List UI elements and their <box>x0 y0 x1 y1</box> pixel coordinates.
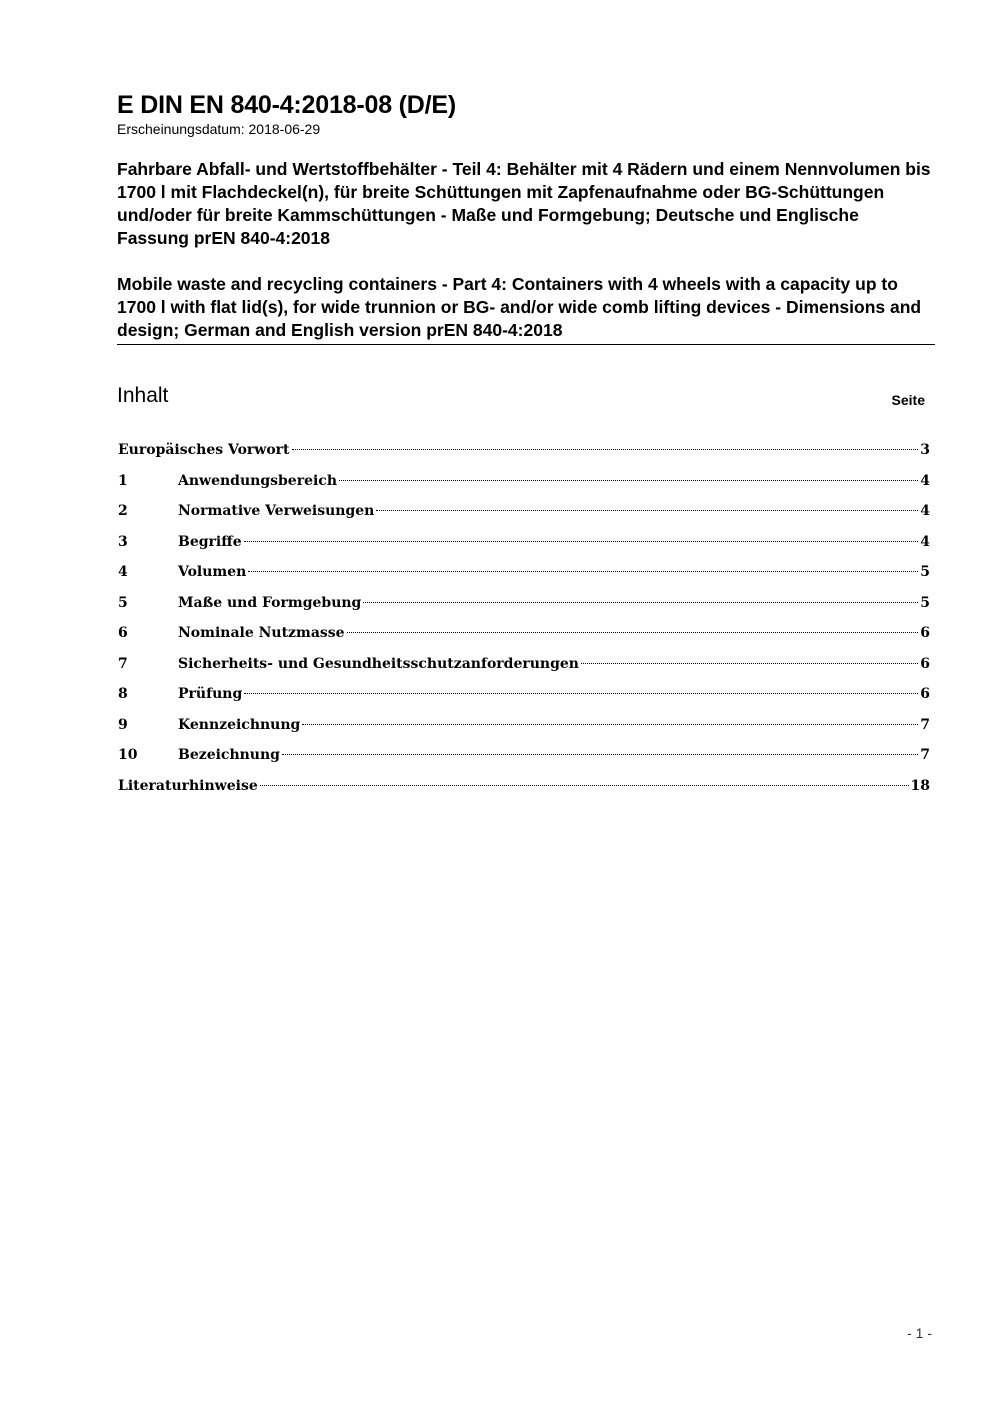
toc-entry-page: 3 <box>920 442 930 458</box>
toc-dot-leader <box>260 785 909 786</box>
toc-entry-number: 4 <box>118 564 128 580</box>
toc-entry-page: 4 <box>920 533 930 550</box>
toc-entry-page: 6 <box>920 625 930 641</box>
toc-entry-page: 7 <box>920 716 930 733</box>
toc-entry-number: 8 <box>118 686 128 702</box>
toc-dot-leader <box>376 510 918 511</box>
toc-entry[interactable] <box>118 470 930 501</box>
toc-entry-number: 3 <box>118 533 128 550</box>
document-header <box>117 90 935 342</box>
toc-entry-title: Nominale Nutzmasse <box>178 625 345 641</box>
toc-dot-leader <box>339 480 918 481</box>
toc-entry[interactable] <box>118 500 930 531</box>
toc-entry-page: 6 <box>920 686 930 702</box>
toc-entry-title: Maße und Formgebung <box>178 594 362 611</box>
toc-entry[interactable] <box>118 531 930 562</box>
toc-entry-title: Begriffe <box>178 533 242 550</box>
toc-entry[interactable] <box>118 744 930 775</box>
toc-entry-page: 4 <box>920 472 930 489</box>
document-title: E DIN EN 840-4:2018-08 (D/E) <box>117 91 456 119</box>
toc-entry-title: Sicherheits- und Gesundheitsschutzanforderungen <box>178 655 579 672</box>
toc-entry[interactable] <box>118 714 930 745</box>
toc-entry-title: Literaturhinweise <box>118 777 258 794</box>
toc-entry[interactable] <box>118 653 930 684</box>
toc-entry-page: 5 <box>920 564 930 580</box>
toc-entry[interactable] <box>118 775 930 806</box>
toc-entry-title: Kennzeichnung <box>178 716 301 733</box>
toc-entry-title: Volumen <box>178 564 247 580</box>
toc-entry-number: 2 <box>118 503 128 519</box>
toc-entry[interactable] <box>118 683 930 714</box>
toc-entry-page: 18 <box>910 777 930 794</box>
toc-dot-leader <box>292 449 919 450</box>
toc-entry[interactable] <box>118 622 930 653</box>
toc-entry-title: Anwendungsbereich <box>178 472 337 489</box>
toc-heading: Inhalt <box>117 384 169 407</box>
toc-entry-page: 7 <box>920 747 930 763</box>
toc-entry-number: 1 <box>118 472 128 489</box>
toc-page-column-label: Seite <box>891 392 925 408</box>
toc-dot-leader <box>347 632 919 633</box>
toc-entry[interactable] <box>118 592 930 623</box>
page-number: - 1 - <box>907 1325 932 1341</box>
toc-entry-title: Europäisches Vorwort <box>118 442 290 458</box>
toc-dot-leader <box>282 754 918 755</box>
toc-dot-leader <box>363 602 918 603</box>
toc-entry-title: Normative Verweisungen <box>178 503 375 519</box>
toc-entry-number: 7 <box>118 655 128 672</box>
german-title: Fahrbare Abfall- und Wertstoffbehälter - Teil 4: Behälter mit 4 Rädern und einem Nennvolumen bis 1700 l mit Flachdeckel(n), für breite Schüttungen mit Zapfenaufnahme oder BG-Schüttungen und/oder für breite Kammschüttungen - Maße und Formgebung; Deutsche und Englische Fassung prEN 840-4:2018 <box>117 159 931 248</box>
toc-dot-leader <box>244 541 919 542</box>
toc-entry-title: Prüfung <box>178 686 243 702</box>
toc-dot-leader <box>248 571 918 572</box>
toc-entry-page: 6 <box>920 655 930 672</box>
toc-entry-number: 9 <box>118 716 128 733</box>
table-of-contents <box>118 439 930 805</box>
toc-entry-title: Bezeichnung <box>178 747 280 763</box>
english-title: Mobile waste and recycling containers - Part 4: Containers with 4 wheels with a capacity up to 1700 l with flat lid(s), for wide trunnion or BG- and/or wide comb lifting devices - Dimensions and design; German and English version prEN 840-4:2018 <box>117 274 922 340</box>
toc-dot-leader <box>302 724 918 725</box>
publication-date: Erscheinungsdatum: 2018-06-29 <box>117 121 321 137</box>
toc-entry-page: 4 <box>920 503 930 519</box>
toc-entry[interactable] <box>118 561 930 592</box>
toc-entry-number: 10 <box>118 747 138 763</box>
toc-dot-leader <box>581 663 918 664</box>
toc-entry-page: 5 <box>920 594 930 611</box>
toc-entry-number: 5 <box>118 594 128 611</box>
title-divider <box>117 344 935 345</box>
toc-entry[interactable] <box>118 439 930 470</box>
toc-dot-leader <box>244 693 918 694</box>
toc-entry-number: 6 <box>118 625 128 641</box>
